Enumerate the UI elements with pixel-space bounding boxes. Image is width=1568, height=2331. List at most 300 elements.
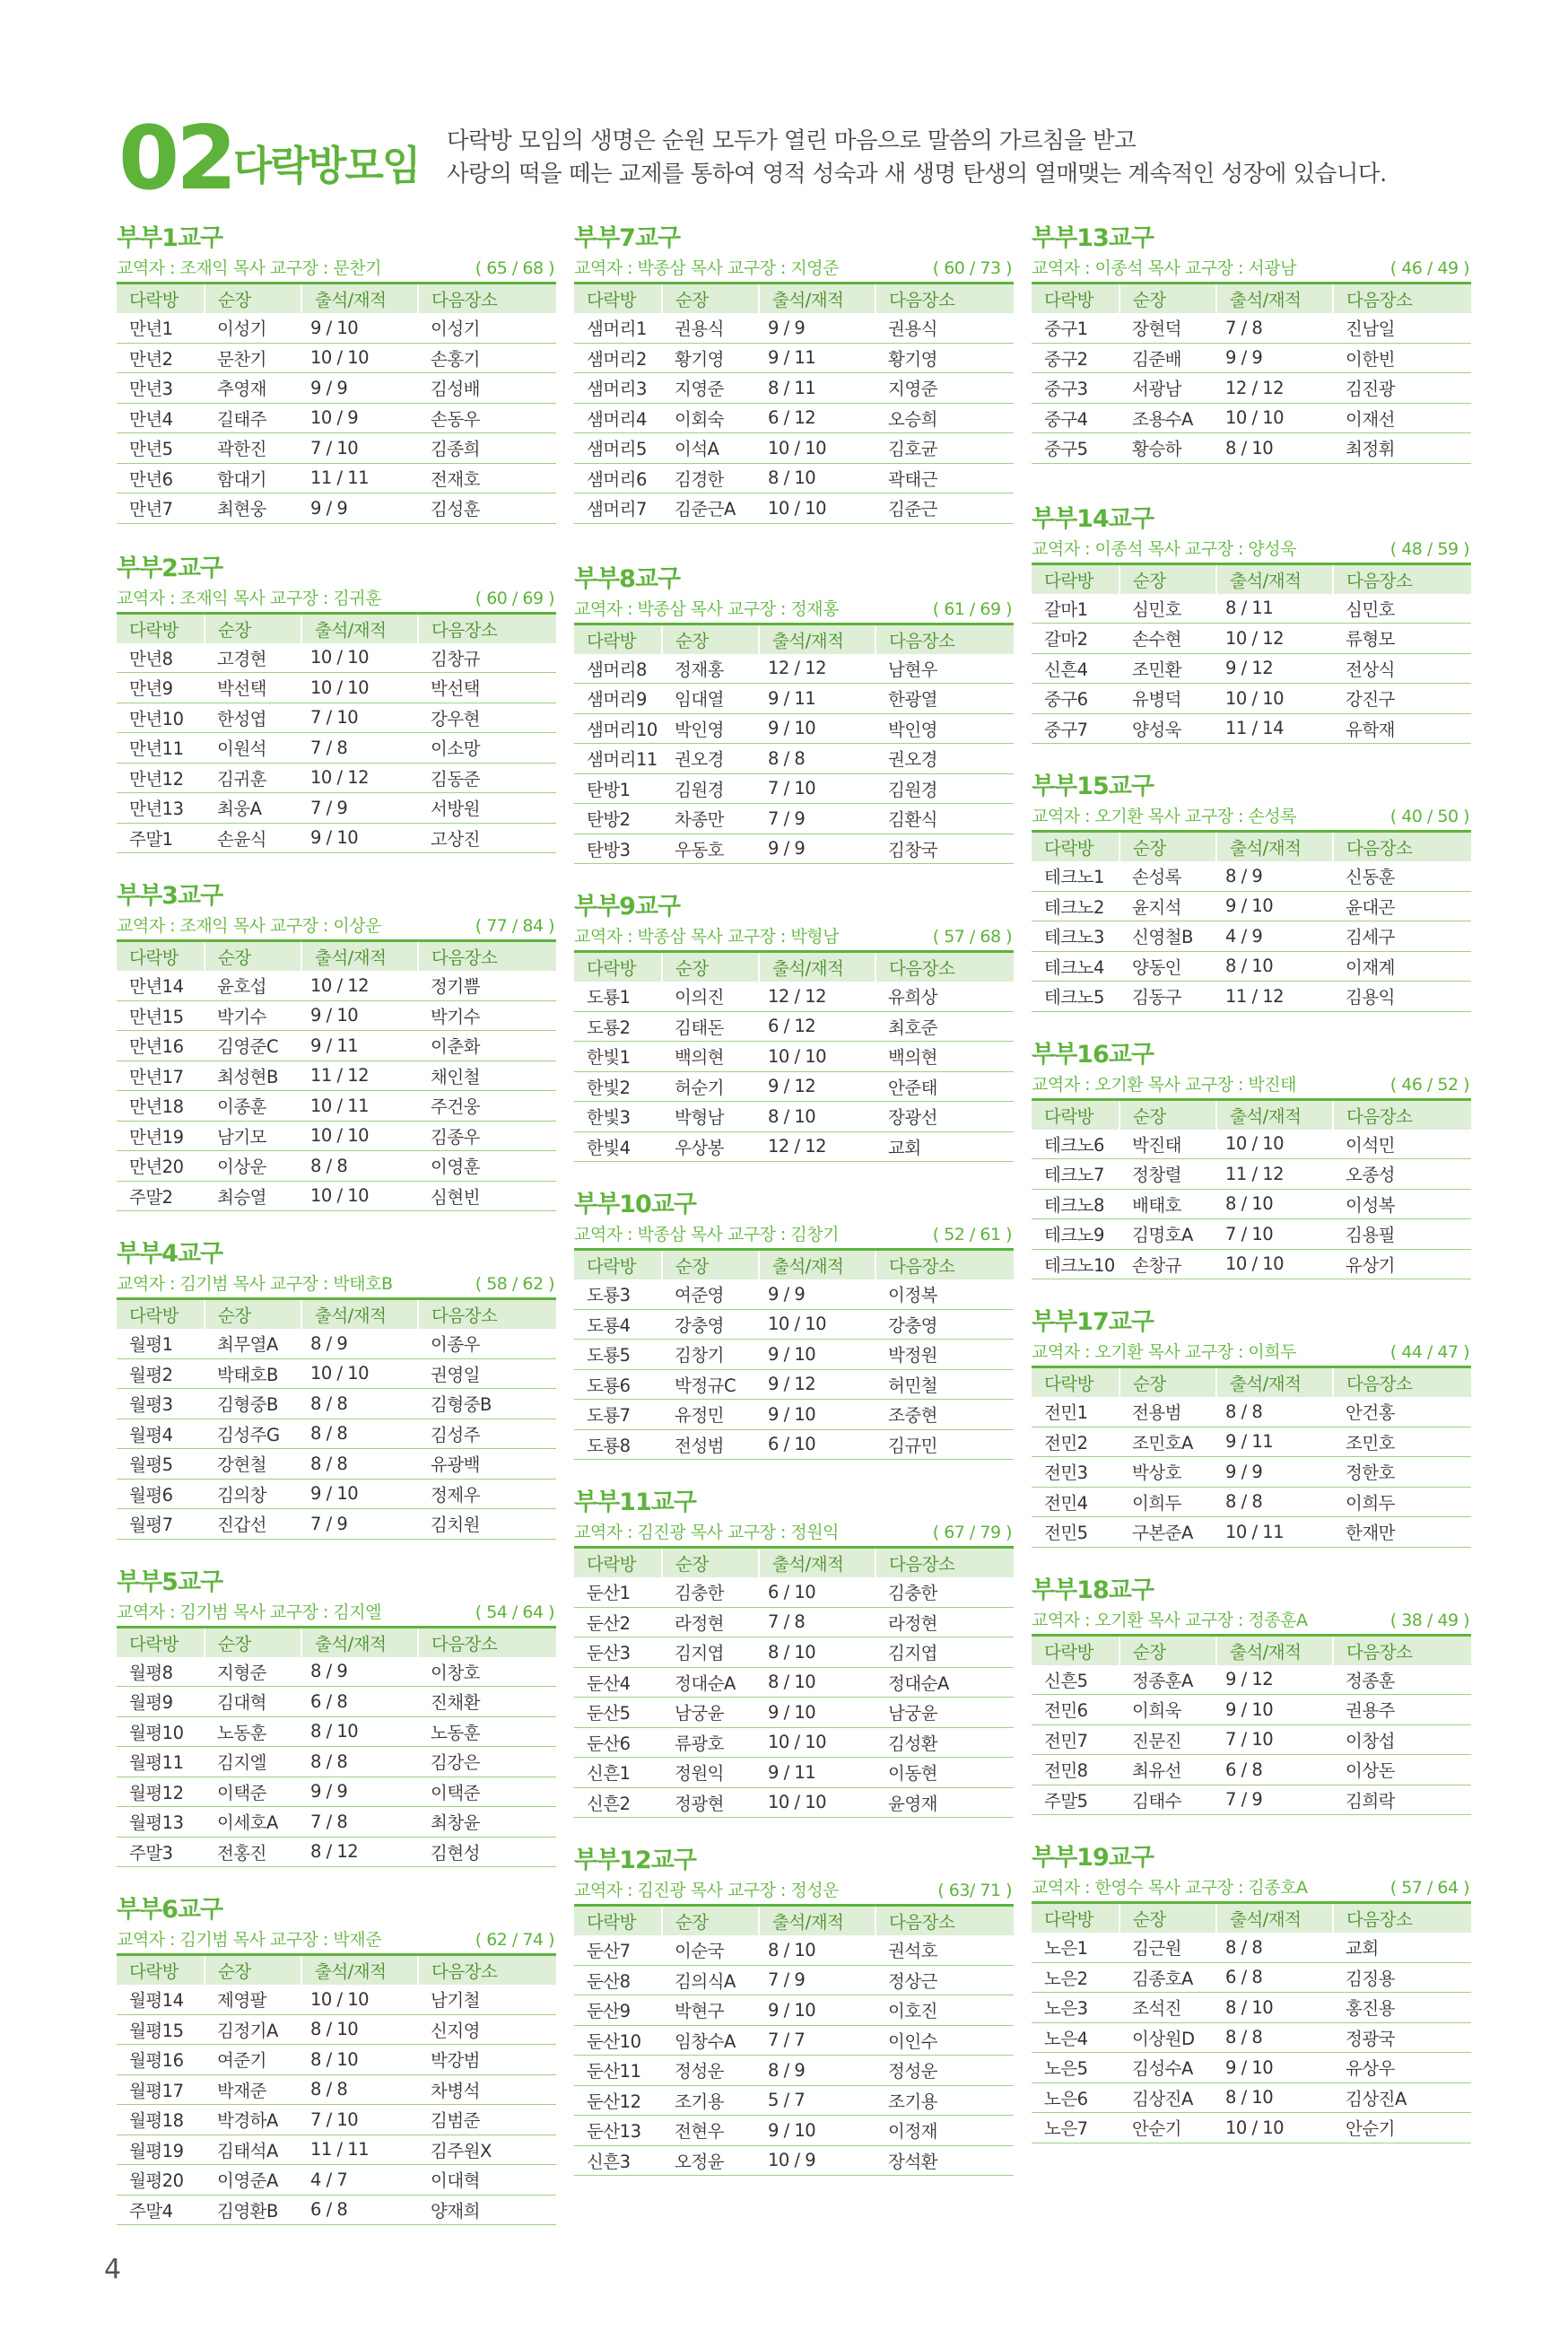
cell-next-place: 심민호 — [1333, 594, 1471, 624]
table-row — [574, 313, 1014, 343]
cell-leader: 정성운 — [662, 2056, 759, 2086]
cell-attendance: 10 / 10 — [1216, 403, 1333, 433]
column-header: 다락방 — [1032, 1367, 1119, 1398]
cell-room: 전민3 — [1032, 1457, 1119, 1488]
cell-leader: 이희두 — [1119, 1487, 1216, 1517]
cell-room: 만년20 — [117, 1151, 205, 1182]
table-row — [117, 313, 556, 343]
column-header: 출석/재적 — [301, 284, 418, 314]
cell-room: 테크노4 — [1032, 951, 1119, 982]
cell-attendance: 9 / 11 — [759, 343, 875, 373]
district-info — [1032, 803, 1471, 830]
cell-next-place: 홍진용 — [1333, 1993, 1471, 2023]
column-header: 출석/재적 — [301, 613, 418, 643]
cell-leader: 김태돈 — [662, 1011, 759, 1042]
district-info — [1032, 255, 1471, 282]
cell-next-place: 오종성 — [1333, 1159, 1471, 1190]
attendance-ratio: ( 57 / 68 ) — [932, 927, 1012, 947]
table-header-row — [117, 1955, 556, 1986]
cell-attendance: 8 / 12 — [301, 1837, 418, 1867]
table-row — [1032, 594, 1471, 624]
district-table — [1032, 830, 1471, 1012]
cell-next-place: 박정원 — [875, 1340, 1014, 1370]
district-staff: 교역자 : 이종석 목사 교구장 : 양성욱 — [1032, 538, 1296, 559]
column-header: 출석/재적 — [759, 1250, 875, 1280]
table-row — [1032, 1457, 1471, 1488]
cell-leader: 오정윤 — [662, 2145, 759, 2176]
table-row — [574, 684, 1014, 714]
cell-room: 노은6 — [1032, 2082, 1119, 2113]
cell-attendance: 8 / 10 — [301, 1716, 418, 1747]
table-row — [1032, 1962, 1471, 1993]
cell-attendance: 10 / 10 — [1216, 2113, 1333, 2143]
column-header: 다음장소 — [418, 941, 556, 972]
cell-room: 월평15 — [117, 2014, 205, 2045]
cell-room: 도룡2 — [574, 1011, 662, 1042]
cell-next-place: 김용익 — [1333, 982, 1471, 1012]
cell-leader: 김종호A — [1119, 1962, 1216, 1993]
cell-next-place: 김주원X — [418, 2135, 556, 2165]
cell-room: 테크노7 — [1032, 1159, 1119, 1190]
district-info — [117, 1270, 556, 1297]
column-header: 출석/재적 — [759, 1906, 875, 1936]
cell-leader: 진문진 — [1119, 1724, 1216, 1755]
cell-next-place: 조중현 — [875, 1400, 1014, 1430]
cell-attendance: 8 / 9 — [1216, 861, 1333, 891]
cell-room: 만년17 — [117, 1061, 205, 1091]
cell-next-place: 김강은 — [418, 1747, 556, 1777]
cell-room: 중구5 — [1032, 433, 1119, 464]
table-row — [117, 1031, 556, 1061]
cell-next-place: 이인수 — [875, 2025, 1014, 2056]
column-header: 다락방 — [574, 1250, 662, 1280]
district-staff: 교역자 : 김기범 목사 교구장 : 박태호B — [117, 1274, 393, 1294]
cell-leader: 박기수 — [205, 1000, 301, 1031]
cell-leader: 조민호A — [1119, 1427, 1216, 1457]
column-header: 순장 — [205, 1955, 301, 1986]
cell-leader: 조기용 — [662, 2085, 759, 2116]
table-row — [1032, 624, 1471, 654]
cell-room: 주말4 — [117, 2195, 205, 2225]
cell-attendance: 10 / 10 — [759, 1727, 875, 1758]
cell-next-place: 한광열 — [875, 684, 1014, 714]
district-group — [117, 1567, 556, 1868]
district-title: 부부15교구 — [1032, 773, 1154, 800]
cell-leader: 최현웅 — [205, 493, 301, 524]
column-header: 출석/재적 — [301, 941, 418, 972]
cell-next-place: 유광백 — [418, 1449, 556, 1480]
cell-next-place: 김진광 — [1333, 373, 1471, 404]
cell-leader: 김경한 — [662, 463, 759, 493]
district-table — [1032, 1098, 1471, 1280]
cell-attendance: 9 / 9 — [759, 834, 875, 864]
cell-next-place: 채인철 — [418, 1061, 556, 1091]
district-title: 부부8교구 — [574, 564, 681, 593]
table-row — [117, 1449, 556, 1480]
cell-next-place: 김범준 — [418, 2105, 556, 2135]
cell-next-place: 허민철 — [875, 1369, 1014, 1400]
cell-next-place: 라정현 — [875, 1607, 1014, 1637]
cell-room: 둔산10 — [574, 2025, 662, 2056]
cell-room: 전민1 — [1032, 1397, 1119, 1427]
table-row — [1032, 1755, 1471, 1785]
district-info — [574, 255, 1014, 282]
district-staff: 교역자 : 오기환 목사 교구장 : 이희두 — [1032, 1342, 1296, 1362]
cell-attendance: 6 / 12 — [759, 1011, 875, 1042]
table-row — [117, 2105, 556, 2135]
cell-next-place: 차병석 — [418, 2074, 556, 2105]
column-header: 다락방 — [117, 1627, 205, 1657]
cell-attendance: 8 / 8 — [759, 744, 875, 774]
cell-attendance: 7 / 10 — [301, 433, 418, 464]
attendance-ratio: ( 61 / 69 ) — [932, 598, 1012, 619]
cell-room: 전민7 — [1032, 1724, 1119, 1755]
column-header: 순장 — [205, 1627, 301, 1657]
column-header: 순장 — [1119, 1635, 1216, 1665]
attendance-ratio: ( 46 / 52 ) — [1389, 1074, 1469, 1095]
cell-room: 샘머리6 — [574, 463, 662, 493]
table-row — [117, 1358, 556, 1389]
cell-attendance: 10 / 10 — [759, 1787, 875, 1818]
cell-next-place: 권오경 — [875, 744, 1014, 774]
attendance-ratio: ( 65 / 68 ) — [475, 258, 554, 278]
cell-room: 월평8 — [117, 1657, 205, 1687]
column-header: 다음장소 — [1333, 1367, 1471, 1398]
cell-room: 탄방2 — [574, 804, 662, 834]
district-group — [1032, 223, 1471, 464]
cell-leader: 심민호 — [1119, 594, 1216, 624]
cell-next-place: 조민호 — [1333, 1427, 1471, 1457]
table-header-row — [574, 1250, 1014, 1280]
cell-leader: 김원경 — [662, 773, 759, 804]
cell-leader: 최웅A — [205, 793, 301, 824]
cell-room: 한빛1 — [574, 1042, 662, 1072]
table-row — [117, 1985, 556, 2014]
column-header: 출석/재적 — [759, 284, 875, 314]
table-header-row — [117, 1627, 556, 1657]
cell-room: 둔산4 — [574, 1667, 662, 1698]
table-row — [1032, 1724, 1471, 1755]
cell-leader: 김성수A — [1119, 2053, 1216, 2083]
column-header: 다락방 — [1032, 832, 1119, 862]
table-row — [117, 1777, 556, 1807]
cell-room: 둔산8 — [574, 1965, 662, 1995]
table-row — [1032, 343, 1471, 373]
table-row — [574, 1667, 1014, 1698]
table-header-row — [574, 1906, 1014, 1936]
cell-room: 월평5 — [117, 1449, 205, 1480]
column-header: 다락방 — [1032, 1903, 1119, 1934]
cell-attendance: 10 / 10 — [301, 673, 418, 703]
cell-attendance: 10 / 10 — [759, 1042, 875, 1072]
cell-leader: 곽한진 — [205, 433, 301, 464]
column-header: 다음장소 — [418, 1955, 556, 1986]
column-header: 다락방 — [574, 952, 662, 982]
table-row — [117, 463, 556, 493]
cell-next-place: 김호균 — [875, 433, 1014, 464]
cell-room: 테크노3 — [1032, 921, 1119, 952]
cell-attendance: 4 / 7 — [301, 2165, 418, 2196]
cell-room: 둔산11 — [574, 2056, 662, 2086]
table-row — [117, 1509, 556, 1540]
table-row — [1032, 373, 1471, 404]
table-row — [117, 373, 556, 404]
table-row — [117, 1000, 556, 1031]
cell-leader: 전현우 — [662, 2116, 759, 2146]
district-group — [1032, 503, 1471, 745]
cell-next-place: 김성환 — [875, 1727, 1014, 1758]
table-header-row — [1032, 563, 1471, 594]
cell-attendance: 8 / 10 — [759, 1637, 875, 1668]
cell-room: 월평10 — [117, 1716, 205, 1747]
column-header: 순장 — [205, 941, 301, 972]
table-header-row — [117, 613, 556, 643]
district-info — [117, 1926, 556, 1953]
cell-next-place: 최호준 — [875, 1011, 1014, 1042]
cell-room: 중구1 — [1032, 313, 1119, 343]
table-row — [574, 804, 1014, 834]
cell-next-place: 전상식 — [1333, 653, 1471, 684]
cell-attendance: 8 / 10 — [759, 1667, 875, 1698]
cell-room: 탄방1 — [574, 773, 662, 804]
column-header: 순장 — [1119, 563, 1216, 594]
district-table — [574, 1248, 1014, 1460]
cell-attendance: 8 / 10 — [1216, 1189, 1333, 1219]
cell-leader: 김의창 — [205, 1479, 301, 1509]
district-info — [117, 912, 556, 939]
cell-room: 만년12 — [117, 763, 205, 793]
cell-room: 월평14 — [117, 1985, 205, 2014]
cell-attendance: 8 / 11 — [759, 373, 875, 404]
cell-next-place: 안순기 — [1333, 2113, 1471, 2143]
cell-leader: 백의현 — [662, 1042, 759, 1072]
cell-attendance: 6 / 12 — [759, 403, 875, 433]
cell-leader: 라정현 — [662, 1607, 759, 1637]
column-header: 다음장소 — [1333, 563, 1471, 594]
cell-next-place: 남궁윤 — [875, 1698, 1014, 1728]
cell-leader: 지형준 — [205, 1657, 301, 1687]
cell-next-place: 정한호 — [1333, 1457, 1471, 1488]
district-table — [1032, 1634, 1471, 1816]
table-row — [117, 971, 556, 1000]
table-row — [574, 1637, 1014, 1668]
cell-attendance: 4 / 9 — [1216, 921, 1333, 952]
district-info — [1032, 1071, 1471, 1098]
cell-leader: 박현구 — [662, 1995, 759, 2026]
cell-attendance: 8 / 10 — [1216, 951, 1333, 982]
cell-attendance: 9 / 10 — [1216, 891, 1333, 921]
table-row — [117, 763, 556, 793]
district-info — [1032, 1339, 1471, 1366]
column-header: 출석/재적 — [301, 1299, 418, 1330]
table-header-row — [1032, 1367, 1471, 1398]
cell-attendance: 9 / 10 — [1216, 1695, 1333, 1725]
table-row — [1032, 1487, 1471, 1517]
column-header: 순장 — [1119, 1903, 1216, 1934]
cell-attendance: 8 / 10 — [759, 463, 875, 493]
table-header-row — [1032, 284, 1471, 314]
cell-leader: 이영준A — [205, 2165, 301, 2196]
cell-next-place: 강우현 — [418, 703, 556, 733]
cell-leader: 여준영 — [662, 1279, 759, 1309]
cell-attendance: 10 / 10 — [301, 1181, 418, 1211]
cell-leader: 강충영 — [662, 1309, 759, 1340]
cell-leader: 박진태 — [1119, 1130, 1216, 1159]
cell-room: 테크노6 — [1032, 1130, 1119, 1159]
cell-leader: 김상진A — [1119, 2082, 1216, 2113]
cell-leader: 이성기 — [205, 313, 301, 343]
cell-leader: 이택준 — [205, 1777, 301, 1807]
cell-room: 월평19 — [117, 2135, 205, 2165]
cell-room: 노은1 — [1032, 1933, 1119, 1962]
cell-next-place: 박강범 — [418, 2045, 556, 2075]
cell-attendance: 6 / 8 — [1216, 1962, 1333, 1993]
cell-next-place: 전재호 — [418, 463, 556, 493]
column-header: 다락방 — [117, 613, 205, 643]
district-table — [117, 1626, 556, 1868]
cell-room: 월평3 — [117, 1389, 205, 1419]
cell-leader: 박선택 — [205, 673, 301, 703]
cell-leader: 우동호 — [662, 834, 759, 864]
table-row — [1032, 1993, 1471, 2023]
district-info — [574, 596, 1014, 623]
cell-room: 월평6 — [117, 1479, 205, 1509]
cell-attendance: 10 / 10 — [1216, 1130, 1333, 1159]
cell-room: 전민5 — [1032, 1517, 1119, 1548]
cell-next-place: 강충영 — [875, 1309, 1014, 1340]
district-title: 부부14교구 — [1032, 504, 1154, 533]
district-title: 부부13교구 — [1032, 224, 1154, 252]
cell-room: 신흔1 — [574, 1758, 662, 1788]
cell-attendance: 11 / 12 — [1216, 1159, 1333, 1190]
table-header-row — [1032, 1903, 1471, 1934]
cell-leader: 권오경 — [662, 744, 759, 774]
cell-next-place: 신지영 — [418, 2014, 556, 2045]
cell-next-place: 주건웅 — [418, 1091, 556, 1122]
cell-room: 테크노8 — [1032, 1189, 1119, 1219]
district-group — [574, 563, 1014, 865]
cell-attendance: 10 / 10 — [301, 643, 418, 673]
cell-next-place: 유희상 — [875, 982, 1014, 1011]
table-row — [117, 1807, 556, 1838]
cell-attendance: 9 / 12 — [1216, 653, 1333, 684]
cell-room: 노은5 — [1032, 2053, 1119, 2083]
cell-attendance: 9 / 11 — [1216, 1427, 1333, 1457]
district-table — [574, 623, 1014, 865]
attendance-ratio: ( 52 / 61 ) — [932, 1225, 1012, 1244]
table-row — [574, 403, 1014, 433]
cell-room: 만년11 — [117, 733, 205, 764]
cell-next-place: 김종우 — [418, 1121, 556, 1151]
district-group — [1032, 1842, 1471, 2143]
cell-next-place: 이춘화 — [418, 1031, 556, 1061]
cell-room: 테크노2 — [1032, 891, 1119, 921]
district-table — [117, 1953, 556, 2225]
column-header: 순장 — [1119, 1367, 1216, 1398]
table-row — [574, 773, 1014, 804]
cell-leader: 김영환B — [205, 2195, 301, 2225]
cell-leader: 지영준 — [662, 373, 759, 404]
column-header: 다락방 — [1032, 1099, 1119, 1130]
cell-leader: 남궁윤 — [662, 1698, 759, 1728]
column-header: 순장 — [1119, 284, 1216, 314]
cell-leader: 정재홍 — [662, 654, 759, 684]
cell-attendance: 10 / 10 — [759, 1309, 875, 1340]
attendance-ratio: ( 58 / 62 ) — [475, 1274, 554, 1294]
cell-leader: 서광남 — [1119, 373, 1216, 404]
cell-attendance: 7 / 7 — [759, 2025, 875, 2056]
table-row — [117, 1121, 556, 1151]
table-row — [574, 1131, 1014, 1162]
table-row — [574, 1369, 1014, 1400]
cell-leader: 황기영 — [662, 343, 759, 373]
cell-attendance: 9 / 9 — [759, 313, 875, 343]
cell-attendance: 8 / 9 — [301, 1329, 418, 1358]
cell-room: 둔산1 — [574, 1577, 662, 1607]
column-header: 다음장소 — [1333, 1903, 1471, 1934]
column-header: 순장 — [205, 284, 301, 314]
column-header: 다락방 — [1032, 563, 1119, 594]
cell-attendance: 8 / 8 — [1216, 1397, 1333, 1427]
column-header: 출석/재적 — [759, 952, 875, 982]
section-description — [447, 125, 1387, 191]
district-staff: 교역자 : 박종삼 목사 교구장 : 김창기 — [574, 1225, 839, 1244]
cell-leader: 정원익 — [662, 1758, 759, 1788]
cell-attendance: 7 / 10 — [301, 2105, 418, 2135]
cell-attendance: 9 / 10 — [759, 1400, 875, 1430]
table-row — [117, 1747, 556, 1777]
section-number: 02 — [118, 108, 234, 210]
table-header-row — [1032, 1099, 1471, 1130]
cell-leader: 이원석 — [205, 733, 301, 764]
district-staff: 교역자 : 김기범 목사 교구장 : 박재준 — [117, 1930, 381, 1950]
column-header: 순장 — [1119, 832, 1216, 862]
cell-attendance: 7 / 9 — [1216, 1785, 1333, 1815]
attendance-ratio: ( 46 / 49 ) — [1389, 258, 1469, 278]
cell-room: 만년1 — [117, 313, 205, 343]
district-staff: 교역자 : 오기환 목사 교구장 : 손성록 — [1032, 807, 1296, 826]
district-group — [1032, 1575, 1471, 1816]
cell-room: 만년4 — [117, 403, 205, 433]
district-title: 부부3교구 — [117, 882, 223, 910]
cell-next-place: 김징용 — [1333, 1962, 1471, 1993]
cell-leader: 장현덕 — [1119, 313, 1216, 343]
table-row — [1032, 313, 1471, 343]
district-table — [574, 282, 1014, 524]
cell-next-place: 노동훈 — [418, 1716, 556, 1747]
cell-leader: 배태호 — [1119, 1189, 1216, 1219]
district-title: 부부6교구 — [117, 1896, 223, 1924]
column-header: 출석/재적 — [301, 1955, 418, 1986]
table-row — [117, 2074, 556, 2105]
cell-next-place: 백의현 — [875, 1042, 1014, 1072]
district-group — [574, 891, 1014, 1162]
cell-next-place: 장광선 — [875, 1102, 1014, 1132]
table-row — [574, 1607, 1014, 1637]
cell-next-place: 진남일 — [1333, 313, 1471, 343]
district-table — [117, 612, 556, 854]
table-row — [574, 1727, 1014, 1758]
table-header-row — [117, 284, 556, 314]
table-row — [574, 1102, 1014, 1132]
district-info — [117, 585, 556, 612]
district-title: 부부7교구 — [574, 224, 681, 252]
table-row — [117, 673, 556, 703]
table-header-row — [1032, 1635, 1471, 1665]
cell-leader: 박상호 — [1119, 1457, 1216, 1488]
cell-attendance: 7 / 10 — [1216, 1219, 1333, 1250]
table-row — [117, 1389, 556, 1419]
